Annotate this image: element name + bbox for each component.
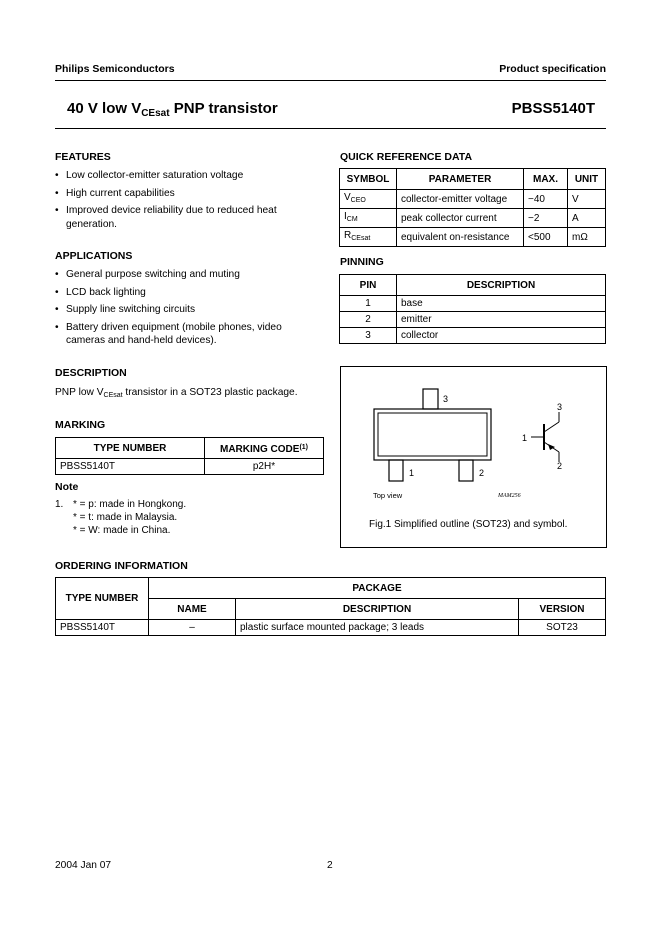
part-number: PBSS5140T xyxy=(511,100,595,117)
ordering-heading: ORDERING INFORMATION xyxy=(55,560,188,572)
lead-2 xyxy=(459,460,473,481)
lead-1 xyxy=(389,460,403,481)
figure-caption: Fig.1 Simplified outline (SOT23) and symbol. xyxy=(369,519,568,530)
pin1-label: 1 xyxy=(409,468,415,478)
lead-3 xyxy=(423,389,438,409)
column-header: TYPE NUMBER xyxy=(56,438,205,459)
package-body xyxy=(374,409,491,460)
top-view-label: Top view xyxy=(373,491,403,500)
note-lines: * = p: made in Hongkong. * = t: made in Malaysia. * = W: made in China. xyxy=(73,499,187,536)
note-number: 1. xyxy=(55,499,64,510)
doc-type: Product specification xyxy=(499,63,606,75)
list-item: • LCD back lighting xyxy=(55,286,310,300)
list-item: • Improved device reliability due to reduced heat generation. xyxy=(55,204,310,231)
table-row: 2 emitter xyxy=(340,312,606,328)
note-heading: Note xyxy=(55,481,79,493)
column-header: UNIT xyxy=(568,169,606,190)
applications-list xyxy=(55,268,310,352)
marking-heading: MARKING xyxy=(55,419,106,431)
column-header: SYMBOL xyxy=(340,169,397,190)
page-title: 40 V low $V_{CEsat}$ PNP transistor xyxy=(67,100,278,119)
symbol-pin2-label: 2 xyxy=(557,461,563,471)
list-item: • Supply line switching circuits xyxy=(55,303,310,317)
column-header: PIN xyxy=(340,275,397,296)
column-header: MAX. xyxy=(524,169,568,190)
description-text: PNP low $V_{CEsat}$ transistor in a SOT23 plastic package. xyxy=(55,387,298,399)
marking-table xyxy=(55,437,324,475)
header-rule xyxy=(55,80,606,81)
footer-date: 2004 Jan 07 xyxy=(55,860,112,871)
column-header: PACKAGE xyxy=(149,578,606,599)
applications-heading: APPLICATIONS xyxy=(55,250,133,262)
list-item: • High current capabilities xyxy=(55,187,310,201)
column-header: PARAMETER xyxy=(397,169,524,190)
pin2-label: 2 xyxy=(479,468,485,478)
title-rule xyxy=(55,128,606,129)
pin3-label: 3 xyxy=(443,394,449,404)
package-inner-body xyxy=(378,413,487,456)
features-list xyxy=(55,169,310,235)
list-item: • Battery driven equipment (mobile phones, video cameras and hand-held devices). xyxy=(55,321,310,348)
quick-reference-table xyxy=(339,168,606,247)
collector-line xyxy=(544,422,559,432)
column-header: DESCRIPTION xyxy=(397,275,606,296)
table-row: 1 base xyxy=(340,296,606,312)
column-header: DESCRIPTION xyxy=(236,599,519,620)
pinning-table xyxy=(339,274,606,344)
column-header: TYPE NUMBER xyxy=(56,578,149,620)
figure-box xyxy=(340,366,607,548)
table-row: $R_{CEsat}$ equivalent on-resistance <500 mΩ xyxy=(340,228,606,247)
column-header: NAME xyxy=(149,599,236,620)
table-row: 3 collector xyxy=(340,328,606,344)
column-header: VERSION xyxy=(519,599,606,620)
table-row: $I_{CM}$ peak collector current −2 A xyxy=(340,209,606,228)
symbol-pin1-label: 1 xyxy=(522,433,528,443)
pinning-heading: PINNING xyxy=(340,256,384,268)
company-name: Philips Semiconductors xyxy=(55,63,175,75)
column-header: MARKING CODE$^{(1)}$ xyxy=(205,438,324,459)
table-row: PBSS5140T – plastic surface mounted package; 3 leads SOT23 xyxy=(56,620,606,636)
table-row: $V_{CEO}$ collector-emitter voltage −40 V xyxy=(340,190,606,209)
figure-code: MAM256 xyxy=(498,493,521,499)
table-row: PBSS5140T p2H* xyxy=(56,459,324,475)
list-item: • General purpose switching and muting xyxy=(55,268,310,282)
features-heading: FEATURES xyxy=(55,151,111,163)
ordering-table xyxy=(55,577,606,636)
list-item: • Low collector-emitter saturation voltage xyxy=(55,169,310,183)
description-heading: DESCRIPTION xyxy=(55,367,127,379)
page-number: 2 xyxy=(327,860,333,871)
qrd-heading: QUICK REFERENCE DATA xyxy=(340,151,473,163)
symbol-pin3-label: 3 xyxy=(557,402,563,412)
